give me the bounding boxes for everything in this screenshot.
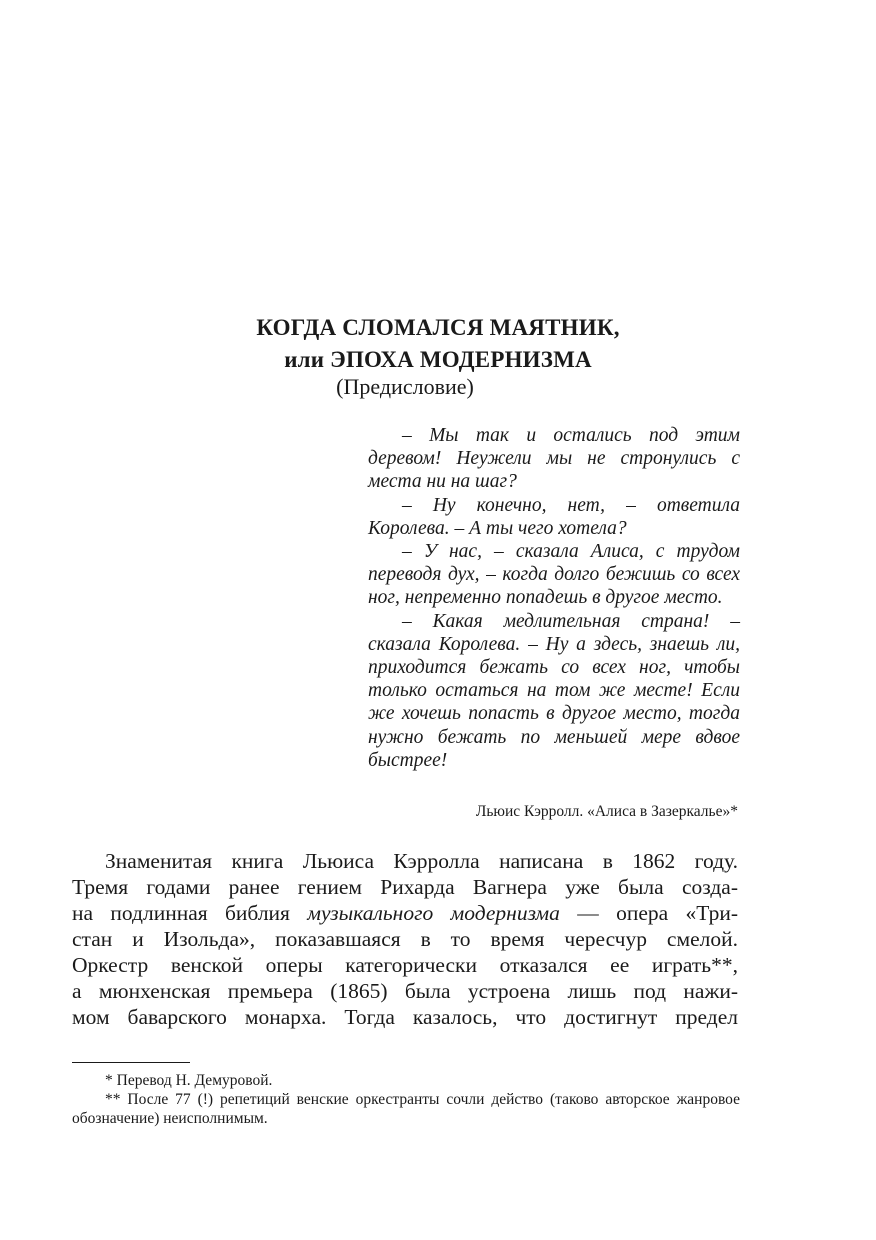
body-text-segment: на подлинная библия (72, 901, 308, 925)
epigraph-attribution: Льюис Кэрролл. «Алиса в Зазеркалье»* (475, 803, 738, 820)
emphasis-text: музыкального модернизма (307, 901, 560, 925)
epigraph (368, 424, 740, 772)
chapter-title-line-2: или ЭПОХА МОДЕРНИЗМА (284, 347, 592, 372)
chapter-title (0, 312, 876, 376)
body-line: а мюнхенская премьера (1865) была устроена лишь под нажи- (72, 979, 738, 1003)
chapter-subtitle: (Предисловие) (336, 374, 474, 399)
epigraph-paragraph: – Какая медлительная страна! – сказала Королева. – Ну а здесь, знаешь ли, приходится бежать со всех ног, чтобы только остаться на том же месте! Если же хочешь попасть в другое место, тогда нужно бежать по меньшей мере вдвое быстрее! (368, 610, 740, 771)
chapter-title-line-1: КОГДА СЛОМАЛСЯ МАЯТНИК, (256, 315, 620, 340)
epigraph-paragraph: – У нас, – сказала Алиса, с трудом переводя дух, – когда долго бежишь со всех ног, непременно попадешь в другое место. (368, 541, 740, 609)
body-line: Тремя годами ранее гением Рихарда Вагнера уже была созда- (72, 875, 738, 899)
body-line: стан и Изольда», показавшаяся в то время чересчур смелой. (72, 927, 738, 951)
body-line: мом баварского монарха. Тогда казалось, что достигнут предел (72, 1005, 738, 1029)
body-line (72, 900, 738, 926)
epigraph-paragraph: – Ну конечно, нет, – ответила Королева. – А ты чего хотела? (368, 494, 740, 539)
body-text-segment: — опера «Три- (559, 901, 738, 925)
body-paragraph (72, 848, 738, 1030)
body-line: Знаменитая книга Льюиса Кэрролла написана в 1862 году. (105, 849, 738, 873)
footnote-divider (72, 1062, 190, 1063)
epigraph-paragraph: – Мы так и остались под этим деревом! Неужели мы не стронулись с места ни на шаг? (368, 425, 740, 493)
footnotes (72, 1071, 740, 1128)
footnote: ** После 77 (!) репетиций венские оркестранты сочли действо (таково авторское жанровое обозначение) неисполнимым. (72, 1091, 740, 1127)
footnote: * Перевод Н. Демуровой. (105, 1072, 273, 1089)
body-line: Оркестр венской оперы категорически отказался ее играть**, (72, 953, 738, 977)
